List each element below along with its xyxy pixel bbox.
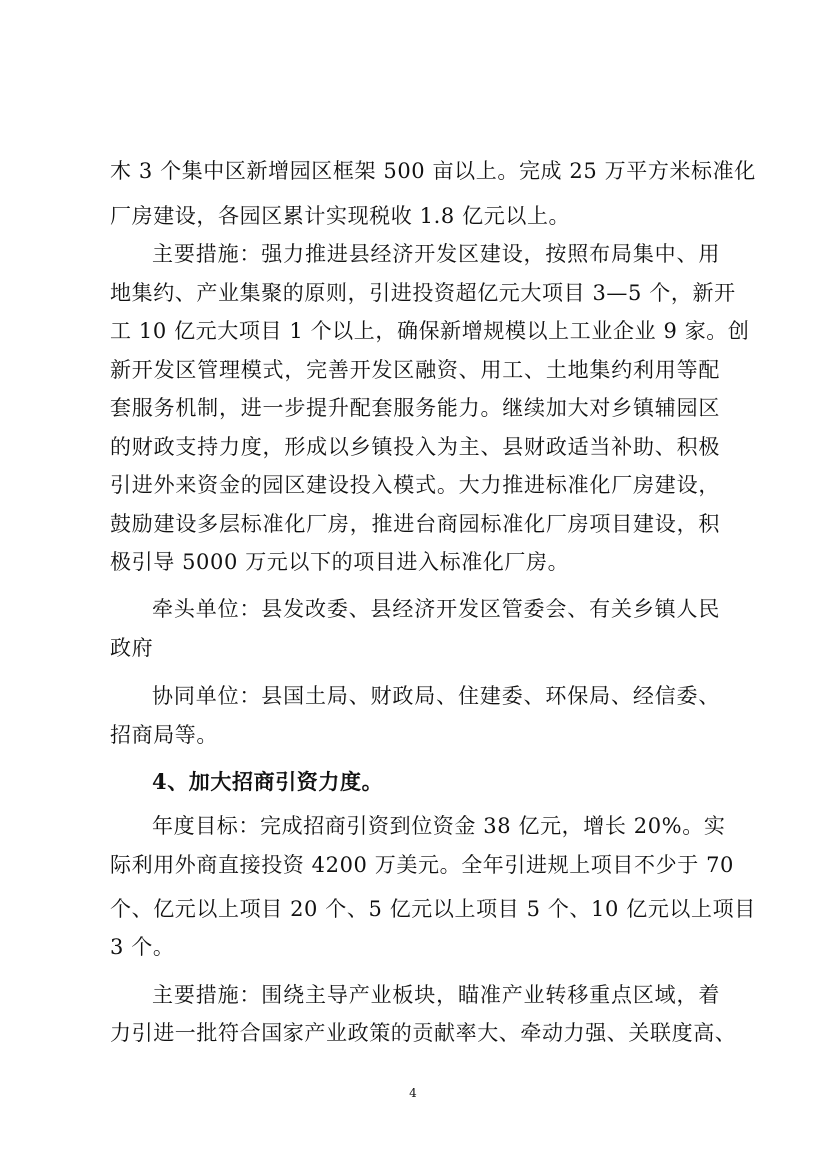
text-line: 地集约、产业集聚的原则，引进投资超亿元大项目 3—5 个，新开 <box>110 281 736 305</box>
text-line: 引进外来资金的园区建设投入模式。大力推进标准化厂房建设， <box>110 473 720 497</box>
text-line: 3 个。 <box>110 935 175 959</box>
text-line: 极引导 5000 万元以下的项目进入标准化厂房。 <box>110 550 570 574</box>
text-line: 木 3 个集中区新增园区框架 500 亩以上。完成 25 万平方米标准化 <box>110 159 756 183</box>
text-line: 际利用外商直接投资 4200 万美元。全年引进规上项目不少于 70 <box>110 853 734 877</box>
text-line: 鼓励建设多层标准化厂房，推进台商园标准化厂房项目建设，积 <box>110 512 720 536</box>
text-line: 工 10 亿元大项目 1 个以上，确保新增规模以上工业企业 9 家。创 <box>110 319 750 343</box>
section-heading: 4、加大招商引资力度。 <box>152 769 384 794</box>
text-line: 力引进一批符合国家产业政策的贡献率大、牵动力强、关联度高、 <box>110 1021 737 1045</box>
text-line: 协同单位：县国土局、财政局、住建委、环保局、经信委、 <box>152 684 720 708</box>
text-line: 招商局等。 <box>110 723 218 747</box>
text-line: 主要措施：围绕主导产业板块，瞄准产业转移重点区域，着 <box>152 983 720 1007</box>
text-line: 牵头单位：县发改委、县经济开发区管委会、有关乡镇人民 <box>152 597 720 621</box>
page-number: 4 <box>409 1086 417 1100</box>
text-line: 个、亿元以上项目 20 个、5 亿元以上项目 5 个、10 亿元以上项目 <box>110 897 756 921</box>
text-line: 的财政支持力度，形成以乡镇投入为主、县财政适当补助、积极 <box>110 435 720 459</box>
text-line: 年度目标：完成招商引资到位资金 38 亿元，增长 20%。实 <box>152 814 726 838</box>
text-line: 主要措施：强力推进县经济开发区建设，按照布局集中、用 <box>152 242 720 266</box>
text-line: 套服务机制，进一步提升配套服务能力。继续加大对乡镇辅园区 <box>110 396 720 420</box>
text-line: 新开发区管理模式，完善开发区融资、用工、土地集约利用等配 <box>110 358 720 382</box>
text-line: 厂房建设，各园区累计实现税收 1.8 亿元以上。 <box>110 204 571 228</box>
text-line: 政府 <box>110 636 154 660</box>
